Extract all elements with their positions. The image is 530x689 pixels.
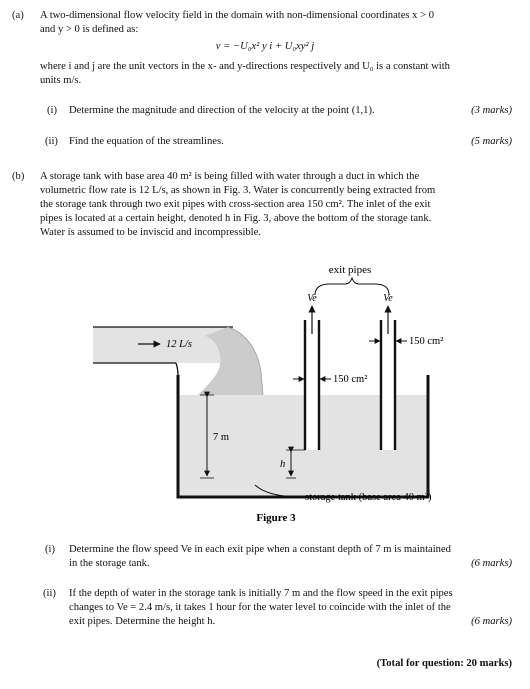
area-label-pipe-1: 150 cm² — [333, 374, 368, 385]
part-a-q1-label: (i) — [47, 105, 57, 116]
part-b-line-5: Water is assumed to be inviscid and incompressible. — [40, 227, 261, 238]
part-b-line-4: pipes is located at a certain height, denoted h in Fig. 3, above the bottom of the storage tank. — [40, 213, 432, 224]
figure-caption: Figure 3 — [256, 512, 296, 524]
part-a-q2-marks: (5 marks) — [471, 136, 512, 147]
area-label-pipe-2: 150 cm² — [409, 336, 444, 347]
question-total: (Total for question: 20 marks) — [376, 658, 512, 669]
part-a-after-2: units m/s. — [40, 75, 82, 86]
h-label: h — [280, 459, 286, 470]
tank-label: storage tank (base area 40 m²) — [305, 492, 432, 503]
part-b-q2-marks: (6 marks) — [471, 616, 512, 627]
part-b-q2-label: (ii) — [43, 588, 56, 599]
part-b-q1-marks: (6 marks) — [471, 558, 512, 569]
duct-outlet-edge — [176, 363, 178, 375]
exit-pipes-label: exit pipes — [328, 264, 372, 276]
part-a-line-1: A two-dimensional flow velocity field in the domain with non-dimensional coordinates x > 0 — [40, 10, 435, 21]
part-a-q1-text: Determine the magnitude and direction of the velocity at the point (1,1). — [69, 105, 375, 116]
ve-label-2: Ve — [383, 293, 393, 304]
exit-pipe-2 — [381, 320, 395, 450]
part-a-q2-text: Find the equation of the streamlines. — [69, 136, 224, 147]
part-b-q1-line-1: Determine the flow speed Ve in each exit pipe when a constant depth of 7 m is maintained — [69, 544, 451, 555]
part-b-label: (b) — [12, 171, 25, 182]
part-a-after-1: where i and j are the unit vectors in the x- and y-directions respectively and U₀ is a constant with — [40, 61, 450, 72]
part-b-line-3: the storage tank through two exit pipes with cross-section area 150 cm². The inlet of the exit — [40, 199, 431, 210]
flow-label: 12 L/s — [166, 339, 192, 350]
exit-pipes-brace — [315, 278, 389, 295]
part-a-label: (a) — [12, 10, 24, 21]
inlet-duct — [93, 327, 228, 363]
part-a-q1-marks: (3 marks) — [471, 105, 512, 116]
part-b-line-1: A storage tank with base area 40 m² is being filled with water through a duct in which the — [40, 171, 420, 182]
part-b-line-2: volumetric flow rate is 12 L/s, as shown in Fig. 3. Water is concurrently being extracted from — [40, 185, 436, 196]
part-b-q2-line-2: changes to Ve = 2.4 m/s, it takes 1 hour for the water level to coincide with the inlet of the — [69, 602, 451, 613]
part-b-q1-line-2: in the storage tank. — [69, 558, 150, 569]
part-a-q2-label: (ii) — [45, 136, 58, 147]
part-b-q2-line-1: If the depth of water in the storage tank is initially 7 m and the flow speed in the exit pipes — [69, 588, 453, 599]
exit-pipe-1 — [305, 320, 319, 450]
depth-label: 7 m — [213, 432, 230, 443]
part-b-q2-line-3: exit pipes. Determine the height h. — [69, 616, 216, 627]
part-a-line-2: and y > 0 is defined as: — [40, 24, 139, 35]
part-b-q1-label: (i) — [45, 544, 55, 555]
velocity-equation: v = −U₀x² y i + U₀xy² j — [215, 41, 315, 52]
ve-label-1: Ve — [307, 293, 317, 304]
